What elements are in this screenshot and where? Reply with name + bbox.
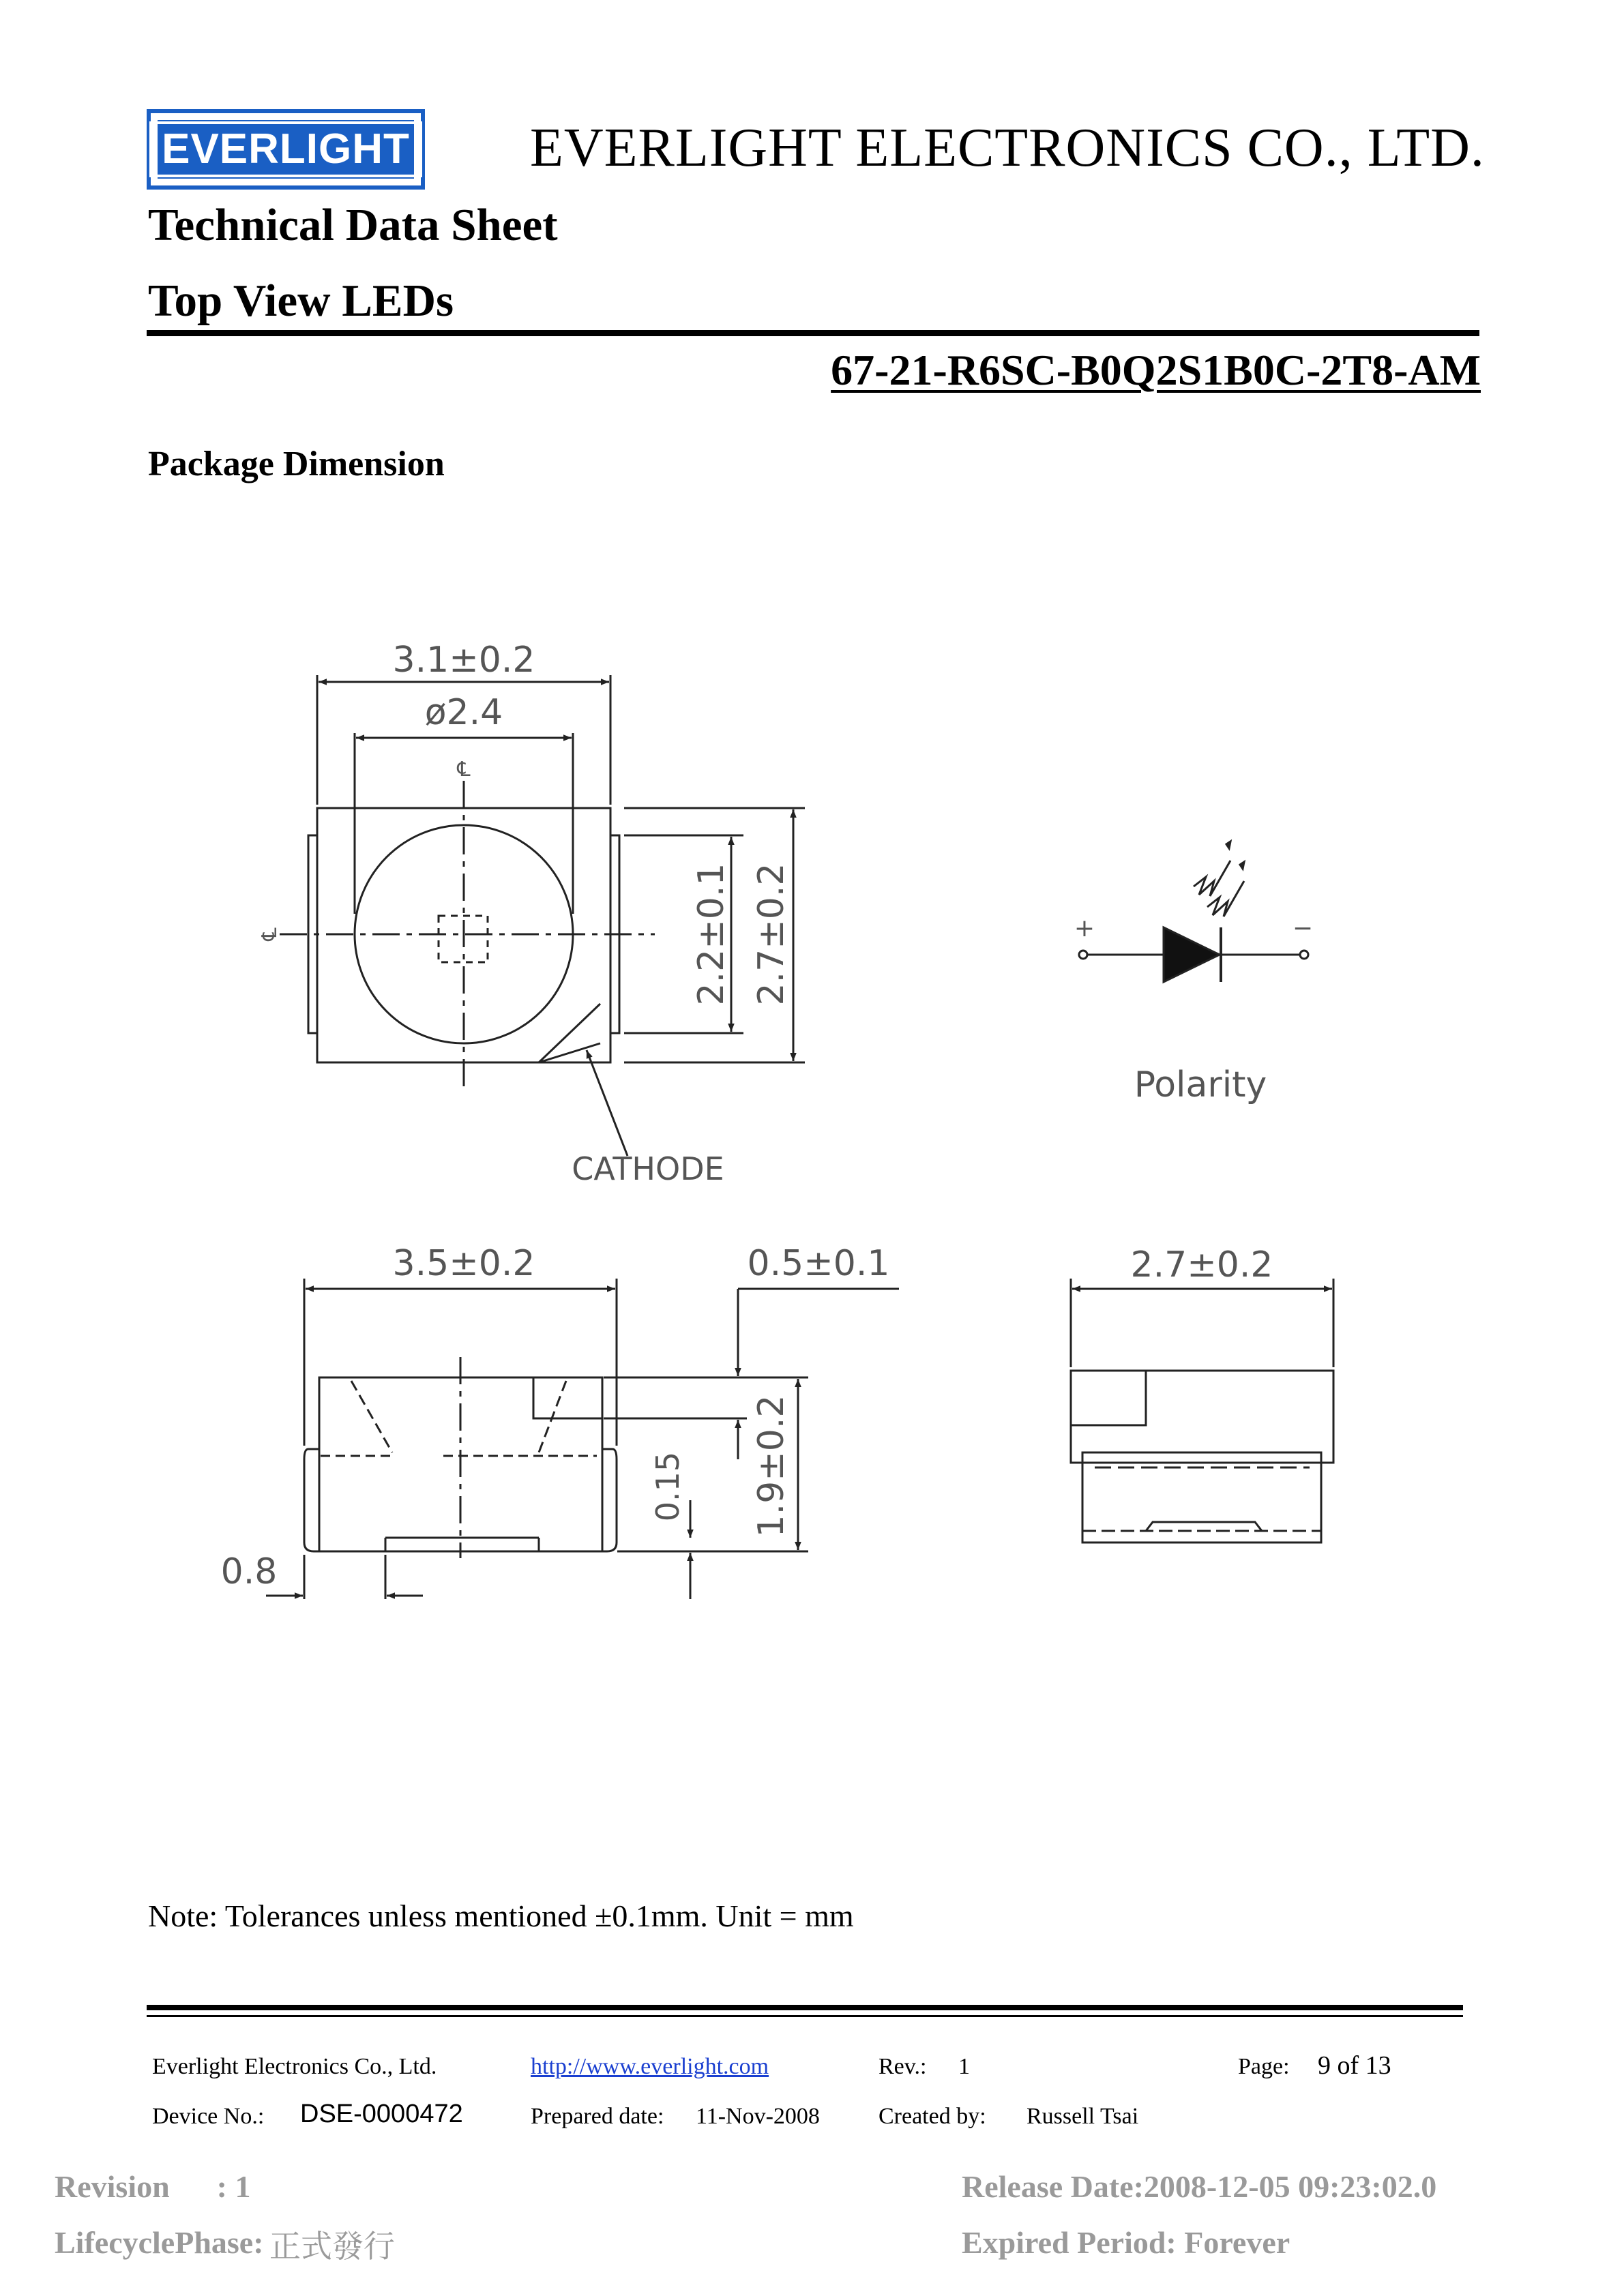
footer-rule-thick xyxy=(147,2005,1463,2010)
document-subtitle: Top View LEDs xyxy=(148,275,454,326)
dim-height-2-7: 2.7±0.2 xyxy=(751,863,792,1006)
footer-device-value: DSE-0000472 xyxy=(300,2100,463,2128)
dim-length-3-5: 3.5±0.2 xyxy=(392,1243,535,1284)
footer-device-label: Device No.: xyxy=(152,2104,265,2129)
polarity-symbol xyxy=(1079,841,1308,982)
centerline-mark-left: ℄ xyxy=(258,927,282,941)
footer-created-label: Created by: xyxy=(879,2104,986,2129)
section-title: Package Dimension xyxy=(148,445,445,483)
polarity-label: Polarity xyxy=(1134,1064,1267,1105)
front-view xyxy=(266,1279,899,1599)
dim-offset-0-15: 0.15 xyxy=(649,1451,686,1522)
expired-period: Expired Period: Forever xyxy=(962,2225,1290,2260)
release-date: Release Date:2008-12-05 09:23:02.0 xyxy=(962,2169,1437,2204)
dim-lead-0-5: 0.5±0.1 xyxy=(747,1243,890,1284)
logo-text: EVERLIGHT xyxy=(149,121,422,177)
document-title: Technical Data Sheet xyxy=(148,200,558,250)
lifecycle-value: 正式發行 xyxy=(269,2228,395,2265)
footer-rev-value: 1 xyxy=(958,2054,970,2079)
dim-width-3-1: 3.1±0.2 xyxy=(392,640,535,681)
footer-page-label: Page: xyxy=(1238,2054,1290,2079)
part-number: 67-21-R6SC-B0Q2S1B0C-2T8-AM xyxy=(831,346,1481,394)
footer-prepared-label: Prepared date: xyxy=(531,2104,664,2129)
footer-prepared-value: 11-Nov-2008 xyxy=(696,2104,820,2129)
company-name: EVERLIGHT ELECTRONICS CO., LTD. xyxy=(530,118,1485,178)
footer-page-value: 9 of 13 xyxy=(1318,2051,1391,2080)
dim-height-2-2: 2.2±0.1 xyxy=(691,863,732,1006)
tolerance-note: Note: Tolerances unless mentioned ±0.1mm. Unit = mm xyxy=(148,1898,854,1933)
dim-height-1-9: 1.9±0.2 xyxy=(751,1395,792,1538)
footer-rev-label: Rev.: xyxy=(879,2054,927,2079)
cathode-label: CATHODE xyxy=(572,1150,724,1187)
footer-website-link[interactable]: http://www.everlight.com xyxy=(531,2054,769,2079)
polarity-minus: − xyxy=(1292,914,1314,942)
footer-created-value: Russell Tsai xyxy=(1027,2104,1139,2129)
dim-lead-0-8: 0.8 xyxy=(220,1551,278,1592)
centerline-mark-top: ℄ xyxy=(457,758,471,781)
revision-meta: Revision : 1 xyxy=(55,2169,251,2204)
side-view xyxy=(1071,1279,1333,1542)
lifecycle-label: LifecyclePhase: xyxy=(55,2225,264,2260)
dim-diameter-2-4: ø2.4 xyxy=(424,692,503,733)
dim-side-2-7: 2.7±0.2 xyxy=(1130,1244,1273,1285)
footer-rule-thin xyxy=(147,2015,1463,2017)
footer-company: Everlight Electronics Co., Ltd. xyxy=(152,2054,437,2079)
polarity-plus: + xyxy=(1074,914,1095,942)
